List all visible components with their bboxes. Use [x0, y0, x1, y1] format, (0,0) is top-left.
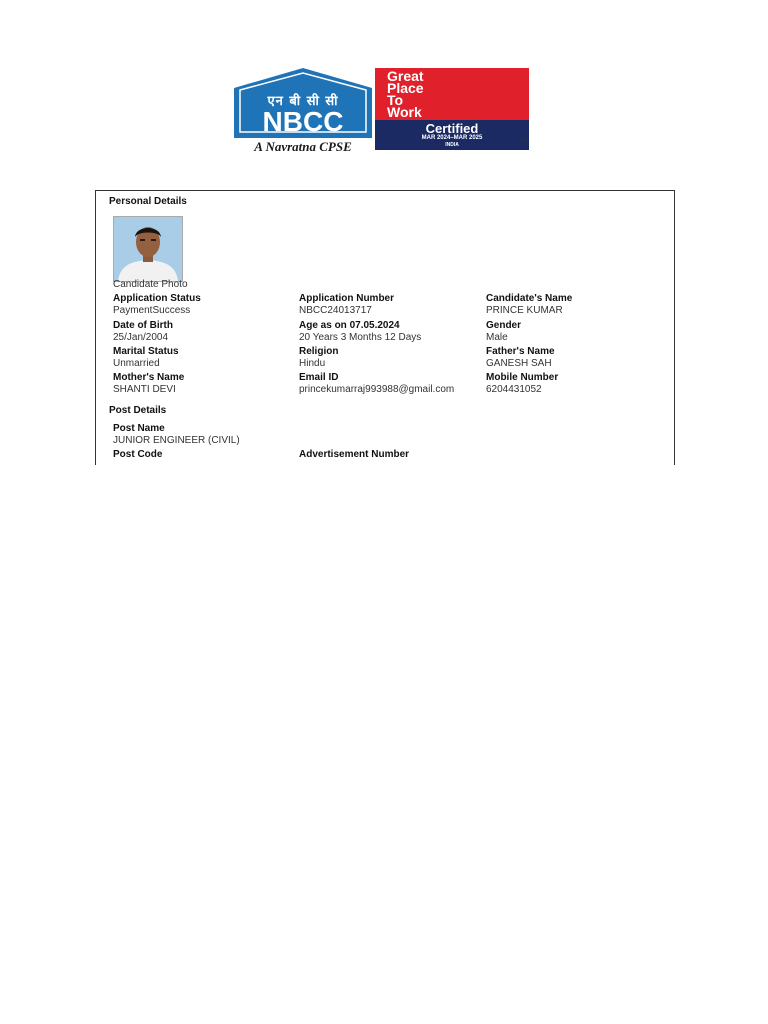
field-value: GANESH SAH [486, 358, 552, 369]
field-mothers-name [113, 372, 293, 396]
field-value: PRINCE KUMAR [486, 305, 563, 316]
gptw-country: INDIA [445, 142, 459, 148]
gptw-line-to: To [387, 92, 404, 108]
field-label: Advertisement Number [299, 449, 410, 460]
gptw-navy-panel [375, 120, 529, 150]
field-label: Age as on 07.05.2024 [299, 320, 400, 331]
field-label: Marital Status [113, 346, 179, 357]
application-panel [95, 190, 675, 465]
gptw-certified: Certified [425, 121, 479, 136]
field-label: Post Name [113, 423, 165, 434]
field-date-of-birth [113, 320, 293, 344]
field-value: NBCC24013717 [299, 305, 372, 316]
field-value: SHANTI DEVI [113, 384, 176, 395]
field-label: Post Code [113, 449, 163, 460]
field-application-number [299, 293, 479, 317]
field-value: 6204431052 [486, 384, 542, 395]
field-candidate-name [486, 293, 666, 317]
candidate-photo [113, 216, 183, 282]
field-label: Religion [299, 346, 339, 357]
header-logos [234, 68, 530, 156]
field-value: Unmarried [113, 358, 160, 369]
field-religion [299, 346, 479, 370]
gptw-line-great: Great [387, 68, 424, 84]
field-post-name [113, 423, 293, 447]
nbcc-tagline: A Navratna CPSE [254, 139, 352, 154]
candidate-photo-caption: Candidate Photo [113, 279, 188, 290]
nbcc-logo [234, 68, 372, 156]
field-advertisement-number [299, 449, 479, 461]
field-label: Application Number [299, 293, 395, 304]
field-label: Gender [486, 320, 522, 331]
field-value: Hindu [299, 358, 326, 369]
nbcc-name: NBCC [262, 106, 344, 137]
gptw-red-panel [375, 68, 529, 120]
gptw-dates: MAR 2024–MAR 2025 [421, 135, 483, 141]
field-label: Father's Name [486, 346, 555, 357]
gptw-line-place: Place [387, 80, 424, 96]
field-email-id [299, 372, 479, 396]
field-label: Mobile Number [486, 372, 559, 383]
field-value: Male [486, 332, 508, 343]
field-application-status [113, 293, 293, 317]
field-label: Mother's Name [113, 372, 185, 383]
field-label: Email ID [299, 372, 339, 383]
field-value: princekumarraj993988@gmail.com [299, 384, 455, 395]
field-label: Date of Birth [113, 320, 173, 331]
post-details-title: Post Details [109, 405, 167, 416]
gptw-trademark: TM [519, 138, 527, 144]
candidate-portrait-icon [114, 217, 182, 281]
field-value: 25/Jan/2004 [113, 332, 169, 343]
nbcc-devanagari: एन बी सी सी [267, 94, 339, 109]
field-age [299, 320, 479, 344]
field-value: JUNIOR ENGINEER (CIVIL) [113, 435, 240, 446]
gptw-line-work: Work [387, 104, 422, 120]
field-value: 20 Years 3 Months 12 Days [299, 332, 422, 343]
field-gender [486, 320, 666, 344]
personal-details-title: Personal Details [109, 196, 187, 207]
field-mobile-number [486, 372, 666, 396]
field-fathers-name [486, 346, 666, 370]
gptw-badge [375, 68, 529, 156]
field-label: Application Status [113, 293, 201, 304]
field-post-code [113, 449, 293, 461]
field-value: PaymentSuccess [113, 305, 191, 316]
field-marital-status [113, 346, 293, 370]
field-label: Candidate's Name [486, 293, 573, 304]
